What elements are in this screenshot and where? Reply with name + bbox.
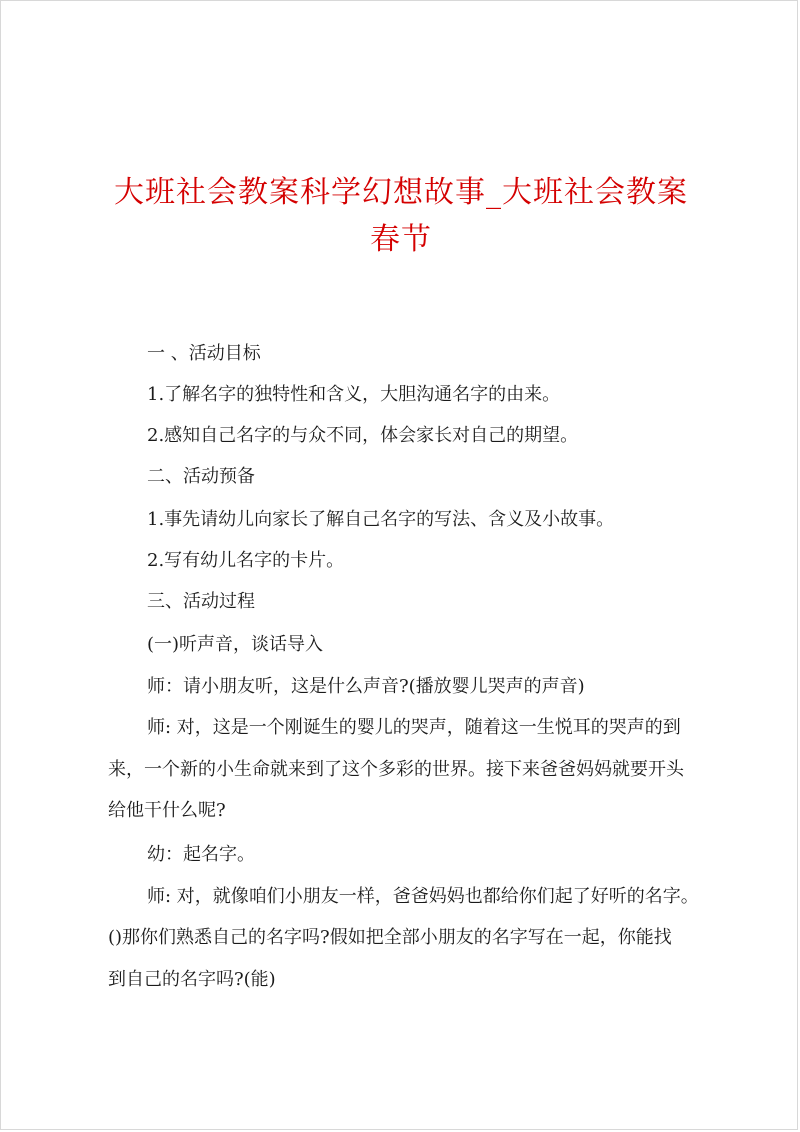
paragraph-line: 到自己的名字吗?(能): [108, 969, 276, 990]
paragraph-line: 给他干什么呢?: [108, 800, 226, 821]
paragraph-line: 幼：起名字。: [147, 844, 255, 865]
paragraph-line: 2.写有幼儿名字的卡片。: [147, 550, 345, 571]
subsection-heading: (一)听声音，谈话导入: [147, 634, 324, 655]
paragraph-line: 来，一个新的小生命就来到了这个多彩的世界。接下来爸爸妈妈就要开头: [108, 759, 684, 780]
paragraph-line: 2.感知自己名字的与众不同，体会家长对自己的期望。: [147, 425, 579, 446]
paragraph-line: 1.了解名字的独特性和含义，大胆沟通名字的由来。: [147, 384, 561, 405]
paragraph-line: 师：请小朋友听，这是什么声音?(播放婴儿哭声的声音): [147, 676, 585, 697]
paragraph-line: ()那你们熟悉自己的名字吗?假如把全部小朋友的名字写在一起，你能找: [108, 927, 672, 948]
paragraph-line: 1.事先请幼儿向家长了解自己名字的写法、含义及小故事。: [147, 509, 615, 530]
section-heading-preparation: 二、活动预备: [147, 466, 255, 487]
section-heading-process: 三、活动过程: [147, 591, 255, 612]
page-title: 大班社会教案科学幻想故事_大班社会教案春节: [114, 175, 688, 257]
paragraph-line: 师: 对，这是一个刚诞生的婴儿的哭声，随着这一生悦耳的哭声的到: [147, 717, 681, 738]
paragraph-line: 师: 对，就像咱们小朋友一样，爸爸妈妈也都给你们起了好听的名字。: [147, 886, 699, 907]
section-heading-goals: 一 、活动目标: [147, 343, 261, 364]
